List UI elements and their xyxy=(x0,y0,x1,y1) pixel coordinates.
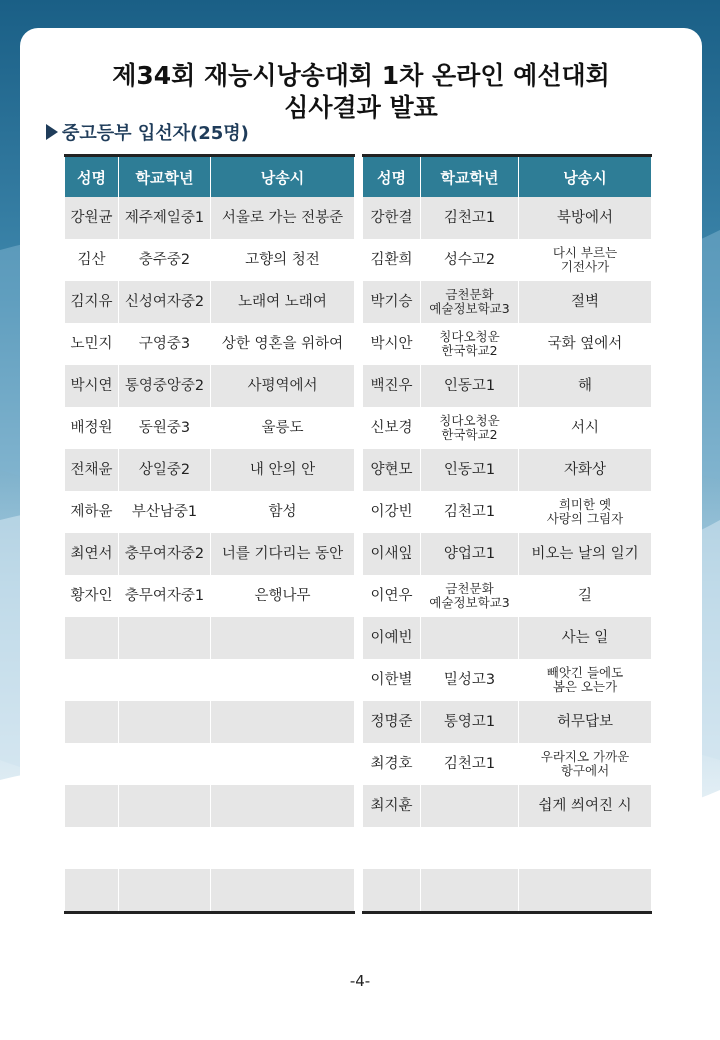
cell-poem: 비오는 날의 일기 xyxy=(519,533,652,575)
cell-school xyxy=(421,869,519,913)
cell-name xyxy=(65,827,119,869)
cell-school: 통영중앙중2 xyxy=(119,365,211,407)
cell-poem: 우라지오 가까운 항구에서 xyxy=(519,743,652,785)
table-row xyxy=(363,281,652,323)
cell-poem: 국화 옆에서 xyxy=(519,323,652,365)
cell-name: 이연우 xyxy=(363,575,421,617)
header-school: 학교학년 xyxy=(119,156,211,198)
cell-school xyxy=(421,617,519,659)
cell-poem: 울릉도 xyxy=(211,407,355,449)
table-row xyxy=(363,365,652,407)
cell-school: 충무여자중1 xyxy=(119,575,211,617)
cell-school: 김천고1 xyxy=(421,491,519,533)
cell-poem xyxy=(211,617,355,659)
cell-name: 전채윤 xyxy=(65,449,119,491)
table-row xyxy=(65,701,355,743)
table-row xyxy=(363,869,652,913)
table-header-row xyxy=(363,156,652,198)
table-row xyxy=(65,617,355,659)
cell-school: 성수고2 xyxy=(421,239,519,281)
cell-school: 금천문화 예술정보학교3 xyxy=(421,575,519,617)
cell-poem: 은행나무 xyxy=(211,575,355,617)
table-row xyxy=(65,743,355,785)
cell-name xyxy=(65,743,119,785)
cell-school xyxy=(119,785,211,827)
cell-school: 양업고1 xyxy=(421,533,519,575)
table-row xyxy=(65,449,355,491)
cell-poem: 내 안의 안 xyxy=(211,449,355,491)
table-row xyxy=(65,407,355,449)
header-name: 성명 xyxy=(363,156,421,198)
cell-name xyxy=(363,869,421,913)
cell-school xyxy=(119,617,211,659)
header-poem: 낭송시 xyxy=(211,156,355,198)
cell-school: 동원중3 xyxy=(119,407,211,449)
cell-poem xyxy=(211,785,355,827)
page-title xyxy=(20,60,702,124)
cell-poem: 빼앗긴 들에도 봄은 오는가 xyxy=(519,659,652,701)
cell-poem xyxy=(211,827,355,869)
cell-name: 제하윤 xyxy=(65,491,119,533)
cell-name xyxy=(363,827,421,869)
table-row xyxy=(363,407,652,449)
triangle-bullet-icon xyxy=(46,124,58,140)
cell-school xyxy=(119,827,211,869)
table-row xyxy=(363,197,652,239)
cell-name: 김지유 xyxy=(65,281,119,323)
cell-name: 정명준 xyxy=(363,701,421,743)
cell-poem xyxy=(211,701,355,743)
cell-name: 신보경 xyxy=(363,407,421,449)
cell-school: 제주제일중1 xyxy=(119,197,211,239)
table-row xyxy=(65,869,355,913)
cell-poem xyxy=(519,827,652,869)
header-poem: 낭송시 xyxy=(519,156,652,198)
cell-name: 최지훈 xyxy=(363,785,421,827)
table-row xyxy=(65,785,355,827)
cell-poem: 허무답보 xyxy=(519,701,652,743)
header-school: 학교학년 xyxy=(421,156,519,198)
table-row xyxy=(363,449,652,491)
left-results-table xyxy=(64,154,355,914)
cell-poem: 너를 기다리는 동안 xyxy=(211,533,355,575)
title-line-2: 심사결과 발표 xyxy=(284,93,438,122)
cell-school: 칭다오청운 한국학교2 xyxy=(421,407,519,449)
cell-name: 김산 xyxy=(65,239,119,281)
cell-school: 부산남중1 xyxy=(119,491,211,533)
cell-name: 최연서 xyxy=(65,533,119,575)
table-row xyxy=(363,323,652,365)
cell-name xyxy=(65,701,119,743)
cell-name: 박시연 xyxy=(65,365,119,407)
cell-poem: 고향의 청전 xyxy=(211,239,355,281)
table-row xyxy=(65,281,355,323)
cell-poem: 서시 xyxy=(519,407,652,449)
cell-school: 김천고1 xyxy=(421,197,519,239)
cell-name: 배정원 xyxy=(65,407,119,449)
cell-school: 구영중3 xyxy=(119,323,211,365)
cell-name: 이한별 xyxy=(363,659,421,701)
cell-name: 이새잎 xyxy=(363,533,421,575)
cell-poem: 함성 xyxy=(211,491,355,533)
table-row xyxy=(363,827,652,869)
cell-poem: 쉽게 씌여진 시 xyxy=(519,785,652,827)
cell-poem: 사는 일 xyxy=(519,617,652,659)
cell-poem: 절벽 xyxy=(519,281,652,323)
cell-poem xyxy=(211,743,355,785)
cell-school xyxy=(119,659,211,701)
cell-name: 노민지 xyxy=(65,323,119,365)
cell-poem: 북방에서 xyxy=(519,197,652,239)
cell-school xyxy=(119,869,211,913)
table-row xyxy=(363,533,652,575)
cell-school: 충무여자중2 xyxy=(119,533,211,575)
cell-school: 밀성고3 xyxy=(421,659,519,701)
cell-name xyxy=(65,659,119,701)
cell-name xyxy=(65,785,119,827)
cell-name xyxy=(65,617,119,659)
cell-school xyxy=(119,701,211,743)
cell-poem: 자화상 xyxy=(519,449,652,491)
table-row xyxy=(363,491,652,533)
table-row xyxy=(65,323,355,365)
table-row xyxy=(363,659,652,701)
table-row xyxy=(65,197,355,239)
cell-name: 최경호 xyxy=(363,743,421,785)
title-line-1: 제34회 재능시낭송대회 1차 온라인 예선대회 xyxy=(112,61,610,90)
cell-school: 칭다오청운 한국학교2 xyxy=(421,323,519,365)
table-row xyxy=(65,533,355,575)
table-row xyxy=(65,239,355,281)
cell-school: 인동고1 xyxy=(421,365,519,407)
cell-name: 강원균 xyxy=(65,197,119,239)
cell-school: 인동고1 xyxy=(421,449,519,491)
cell-poem: 길 xyxy=(519,575,652,617)
cell-school xyxy=(421,785,519,827)
cell-poem: 서울로 가는 전봉준 xyxy=(211,197,355,239)
cell-school: 신성여자중2 xyxy=(119,281,211,323)
table-row xyxy=(65,575,355,617)
table-row xyxy=(65,365,355,407)
page-number: -4- xyxy=(349,972,371,990)
cell-name: 이강빈 xyxy=(363,491,421,533)
cell-school xyxy=(421,827,519,869)
table-row xyxy=(363,617,652,659)
cell-school: 김천고1 xyxy=(421,743,519,785)
cell-poem: 사평역에서 xyxy=(211,365,355,407)
cell-poem: 희미한 옛 사랑의 그림자 xyxy=(519,491,652,533)
table-row xyxy=(363,701,652,743)
cell-name: 이예빈 xyxy=(363,617,421,659)
cell-name: 김환희 xyxy=(363,239,421,281)
section-heading xyxy=(46,119,249,145)
header-name: 성명 xyxy=(65,156,119,198)
table-row xyxy=(363,785,652,827)
cell-name: 양현모 xyxy=(363,449,421,491)
section-title: 중고등부 입선자(25명) xyxy=(62,123,249,144)
cell-name xyxy=(65,869,119,913)
cell-school xyxy=(119,743,211,785)
cell-school: 금천문화 예술정보학교3 xyxy=(421,281,519,323)
table-row xyxy=(65,827,355,869)
table-row xyxy=(65,659,355,701)
table-row xyxy=(363,743,652,785)
cell-poem xyxy=(211,869,355,913)
table-row xyxy=(363,575,652,617)
table-header-row xyxy=(65,156,355,198)
table-row xyxy=(363,239,652,281)
cell-name: 강한결 xyxy=(363,197,421,239)
table-row xyxy=(65,491,355,533)
cell-poem: 노래여 노래여 xyxy=(211,281,355,323)
cell-poem: 해 xyxy=(519,365,652,407)
cell-school: 통영고1 xyxy=(421,701,519,743)
cell-name: 황자인 xyxy=(65,575,119,617)
cell-name: 백진우 xyxy=(363,365,421,407)
cell-poem xyxy=(211,659,355,701)
cell-poem: 다시 부르는 기전사가 xyxy=(519,239,652,281)
cell-name: 박기승 xyxy=(363,281,421,323)
cell-poem xyxy=(519,869,652,913)
cell-name: 박시안 xyxy=(363,323,421,365)
cell-school: 상일중2 xyxy=(119,449,211,491)
cell-poem: 상한 영혼을 위하여 xyxy=(211,323,355,365)
right-results-table xyxy=(362,154,652,914)
cell-school: 충주중2 xyxy=(119,239,211,281)
